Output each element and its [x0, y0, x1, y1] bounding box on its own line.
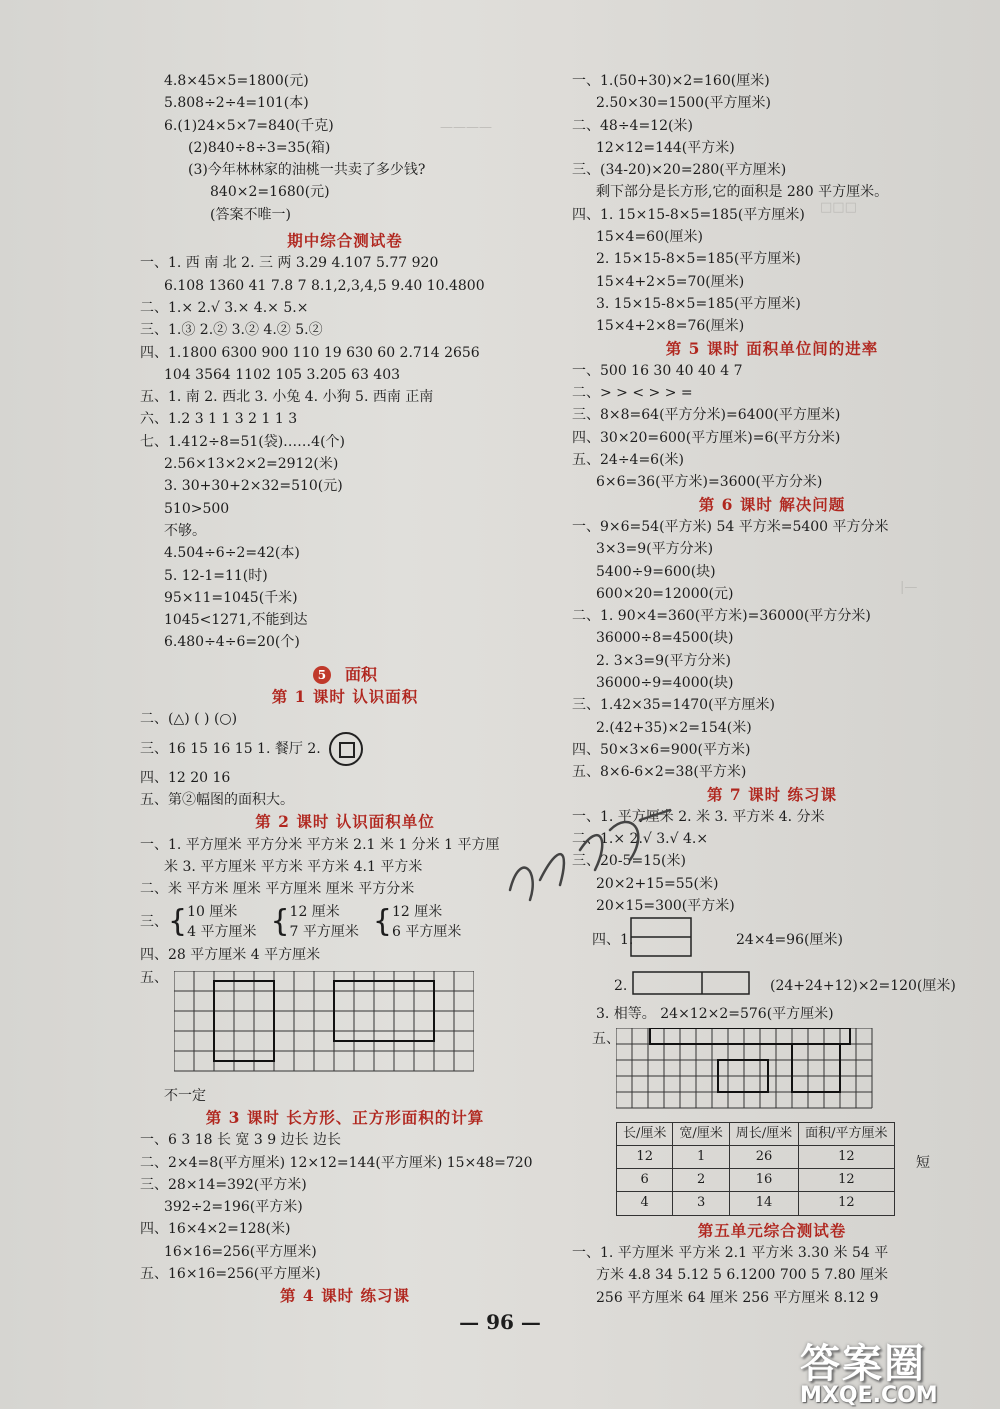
- q4-1-row: [572, 917, 972, 961]
- answer-line: 2. 3×3=9(平方分米): [596, 652, 731, 669]
- right-column: [572, 70, 972, 1309]
- answer-line: 20×15=300(平方米): [596, 897, 735, 914]
- grid-figure-left: [174, 971, 474, 1081]
- answer-line: 510>500: [164, 500, 230, 517]
- answer-line: 三、1.③ 2.② 3.② 4.② 5.②: [140, 322, 323, 339]
- answer-line: 一、9×6=54(平方米) 54 平方米=5400 平方分米: [572, 518, 889, 535]
- answer-line: 四、50×3×6=900(平方米): [572, 741, 751, 758]
- answer-line: 不够。: [164, 522, 206, 539]
- q4-3-line: 3. 相等。 24×12×2=576(平方厘米): [596, 1006, 834, 1023]
- brace-item: 10 厘米: [187, 904, 238, 921]
- lesson5-title: 第 5 课时 面积单位间的进率: [665, 338, 879, 358]
- answer-line: 600×20=12000(元): [596, 585, 734, 602]
- answer-line: 四、1. 15×15-8×5=185(平方厘米): [572, 206, 805, 223]
- answer-line: 五、24÷4=6(米): [572, 452, 685, 469]
- lesson4-title: 第 4 课时 练习课: [280, 1286, 410, 1306]
- answer-line: 16×16=256(平方厘米): [164, 1243, 317, 1260]
- answer-line: 二、> > < > > =: [572, 385, 693, 402]
- q4-2-row: [572, 969, 972, 1003]
- answer-line: 1045<1271,不能到达: [164, 612, 308, 629]
- left-top-answers: [140, 70, 550, 226]
- q4-2-answer: (24+24+12)×2=120(厘米): [770, 978, 956, 995]
- answer-line: 6×6=36(平方米)=3600(平方分米): [596, 474, 823, 491]
- brace-symbol: {: [168, 904, 188, 940]
- lesson7-title: 第 7 课时 练习课: [707, 784, 837, 804]
- answer-line: 12×12=144(平方米): [596, 139, 735, 156]
- answer-line: 五、1. 南 2. 西北 3. 小兔 4. 小狗 5. 西南 正南: [140, 389, 434, 406]
- handwritten-scribble: [500, 790, 680, 910]
- lesson2-after-grid: 不一定: [164, 1087, 206, 1104]
- grid-figure-right: [616, 1028, 886, 1118]
- lesson6-answers: [572, 516, 972, 784]
- brace-group: [290, 902, 359, 942]
- answer-line: 二、1.× 2.√ 3.× 4.× 5.×: [140, 299, 309, 316]
- answer-line: 2.50×30=1500(平方厘米): [596, 95, 771, 112]
- answer-line: (答案不唯一): [210, 206, 291, 223]
- answer-line: 6.(1)24×5×7=840(千克): [164, 117, 334, 134]
- q4-1-answer: 24×4=96(厘米): [736, 932, 843, 949]
- answer-line: 六、1.2 3 1 1 3 2 1 1 3: [140, 411, 298, 428]
- dimension-table: [616, 1122, 895, 1216]
- grid-label: 五、: [140, 969, 168, 986]
- answer-line: 392÷2=196(平方米): [164, 1199, 303, 1216]
- table-cell: 14: [729, 1192, 798, 1215]
- watermark-url: MXQE.COM: [800, 1383, 938, 1408]
- answer-line: 二、48÷4=12(米): [572, 117, 693, 134]
- unit5-answers: [572, 1242, 972, 1309]
- answer-line: (2)840÷8÷3=35(箱): [188, 139, 331, 156]
- answer-line: 二、(△) ( ) (○): [140, 711, 238, 728]
- lesson2-line4: 四、28 平方厘米 4 平方厘米: [140, 947, 321, 964]
- answer-line: 2. 15×15-8×5=185(平方厘米): [596, 251, 801, 268]
- answer-line: 二、2×4=8(平方厘米) 12×12=144(平方厘米) 15×48=720: [140, 1154, 533, 1171]
- brace-group: [392, 902, 461, 942]
- brace-item: 4 平方厘米: [187, 924, 257, 941]
- answer-line: 七、1.412÷8=51(袋)……4(个): [140, 433, 346, 450]
- table-row: [617, 1145, 895, 1168]
- answer-line: 4.504÷6÷2=42(本): [164, 545, 300, 562]
- answer-line: 二、米 平方米 厘米 平方厘米 厘米 平方分米: [140, 881, 415, 898]
- answer-line: 104 3564 1102 105 3.205 63 403: [164, 366, 401, 383]
- answer-line: 36000÷8=4500(块): [596, 630, 734, 647]
- answer-page: ———— □□□ |— 4.8×45×5=1800(元) 5.808÷2÷4=101(本) 6.(1)24×5×7=840(千克) (2)840÷8÷3=35(箱) (3)今年林林家的油桃一共卖了多少钱? 840×2=1680(元) (答案不唯一) 期中综合测试卷 一、1. 西 南 北 2. 三 两 3.29 4.107 5.77 920 6.108 1360 41 7.8 7 8.1,2,3,4,5 9.40 10.4800 二、1.× 2.√ 3.× 4.× 5.× 三、1.③ 2.② 3.② 4.② 5.② 四、1.1800 6300 900 110 19 630 60 2.714 2656 104 3564 1102 105 3.205 63 403 五、1. 南 2. 西北 3. 小兔 4. 小狗 5. 西南 正南 六、1.2 3 1 1 3 2 1 1 3 七、1.412÷8=51(袋)……4(个) 2.56×13×2×2=2912(米) 3. 30+30+2×32=510(元) 510>500 不够。 4.504÷6÷2=42(本) 5. 12-1=11(时) 95×11=1045(千米) 1045<1271,不能到达 6.480÷4÷6=20(个) 5 面积 第 1 课时 认识面积 二、(△) ( ) (○) 三、16 15 16 15 1. 餐厅 2. 四、12 20 16 五、第②幅图的面积大。 第 2 课时 认识面积单位 一、1. 平方厘米 平方分米 平方米 2.1 米 1 分米 1 平方厘 米 3. 平方厘米 平方米 平方米 4.1 平方米 二、米 平方米 厘米 平方厘米 厘米 平方分米 三、{ 10 厘米 4 平方厘米 { 12 厘米 7 平方厘米 { 12 厘米 6 平方厘米 四、28 平方厘米 4 平方厘米 五、 不一定 第 3 课时 长方形、正方形面积的计算 一、6 3 18 长 宽 3 9 边长 边长 二、2×4=8(平方厘米) 12×12=144(平方厘米) 15×48=720 三、28×14=392(平方米) 392÷2=196(平方米) 四、16×4×2=128(米) 16×16=256(平方厘米) 五、16×16=256(平方厘米) 第 4 课时 练习课 一、1.(50+30)×2=160(厘米) 2.50×30=1500(平方厘米) 二、48÷4=12(米) 12×12=144(平方米) 三、(34-20)×20=280(平方厘米) 剩下部分是长方形,它的面积是 280 平方厘米。 四、1. 15×15-8×5=185(平方厘米) 15×4=60(厘米) 2. 15×15-8×5=185(平方厘米) 15×4+2×5=70(厘米) 3. 15×15-8×5=185(平方厘米) 15×4+2×8=76(厘米) 第 5 课时 面积单位间的进率 一、500 16 30 40 40 4 7 二、> > < > > = 三、8×8=64(平方分米)=6400(平方厘米) 四、30×20=600(平方厘米)=6(平方分米) 五、24÷4=6(米) 6×6=36(平方米)=3600(平方分米) 第 6 课时 解决问题 一、9×6=54(平方米) 54 平方米=5400 平方分米 3×3=9(平方分米) 5400÷9=600(块) 600×20=12000(元) 二、1. 90×4=360(平方米)=36000(平方分米) 36000÷8=4500(块) 2. 3×3=9(平方分米) 36000÷9=4000(块) 三、1.42×35=1470(平方厘米) 2.(42+35)×2=154(米) 四、50×3×6=900(平方米) 五、8×6-6×2=38(平方米) 第 7 课时 练习课 一、1. 平方厘米 2. 米 3. 平方米 4. 分米 二、1.× 2.√ 3.√ 4.× 三、20-5=15(米) 20×2+15=55(米) 20×15=300(平方米) 四、1. 24×4=96(厘米) 2. (24+24+12)×2=120(厘米) 3. 相等。 24×12×2=576(平方厘米) 五、 长/厘米 宽/厘米 周长/厘米 面积/平方厘米 12 1 26 12 6 2 16 12 4 3 14 12 短 第五单元综合测试卷 一、1. 平方厘米 平方米 2.1 平方米 3.30 米 54 平 方米 4.8 34 5.12 5 6.1200 700 5 7.80 厘米 256 平方厘米 64 厘米 256 平方厘米 8.12 9 — 96 — 答案圈 MXQE.COM: [0, 0, 1000, 1409]
- watermark: [800, 1332, 980, 1408]
- right-top-answers: [572, 70, 972, 338]
- chapter-title: 面积: [344, 664, 377, 684]
- answer-line: 四、12 20 16: [140, 769, 231, 786]
- table-cell: 1: [673, 1145, 729, 1168]
- answer-line: 6.108 1360 41 7.8 7 8.1,2,3,4,5 9.40 10.4800: [164, 277, 485, 294]
- midterm-answers: [140, 252, 550, 653]
- lesson2-answers: [140, 834, 550, 901]
- table-cell: 4: [617, 1192, 673, 1215]
- table-side-note: 短: [916, 1154, 930, 1171]
- answer-line: (3)今年林林家的油桃一共卖了多少钱?: [188, 162, 426, 179]
- lesson6-title: 第 6 课时 解决问题: [698, 494, 846, 514]
- rectangle-figure-2: [632, 971, 752, 997]
- midterm-title: 期中综合测试卷: [287, 231, 403, 251]
- table-cell: 2: [673, 1169, 729, 1192]
- table-header-cell: 面积/平方厘米: [799, 1122, 894, 1145]
- brace-symbol: {: [270, 904, 290, 940]
- answer-line: 方米 4.8 34 5.12 5 6.1200 700 5 7.80 厘米: [596, 1267, 888, 1284]
- answer-line: 15×4+2×5=70(厘米): [596, 273, 745, 290]
- lesson3-title: 第 3 课时 长方形、正方形面积的计算: [205, 1107, 485, 1127]
- brace-symbol: {: [372, 904, 392, 940]
- table-block: [572, 1122, 972, 1216]
- answer-line: 5.808÷2÷4=101(本): [164, 95, 309, 112]
- table-header-cell: 周长/厘米: [729, 1122, 798, 1145]
- unit5-title: 第五单元综合测试卷: [697, 1220, 847, 1240]
- answer-line: 一、1. 平方厘米 2. 米 3. 平方米 4. 分米: [572, 808, 825, 825]
- answer-line: 二、1. 90×4=360(平方米)=36000(平方分米): [572, 608, 871, 625]
- brace-group: [187, 902, 256, 942]
- q4-label: 四、1.: [592, 932, 634, 949]
- answer-line: 三、1.42×35=1470(平方厘米): [572, 697, 775, 714]
- table-cell: 12: [799, 1192, 894, 1215]
- answer-line: 五、第②幅图的面积大。: [140, 791, 294, 808]
- answer-line: 20×2+15=55(米): [596, 875, 719, 892]
- table-cell: 16: [729, 1169, 798, 1192]
- chapter-heading: [140, 664, 550, 686]
- answer-line: 三、28×14=392(平方米): [140, 1176, 307, 1193]
- answer-line: 6.480÷4÷6=20(个): [164, 634, 300, 651]
- table-row: [617, 1169, 895, 1192]
- answer-line: 二、1.× 2.√ 3.√ 4.×: [572, 831, 709, 848]
- answer-line: 3×3=9(平方分米): [596, 541, 714, 558]
- table-cell: 26: [729, 1145, 798, 1168]
- answer-line: 四、1.1800 6300 900 110 19 630 60 2.714 2656: [140, 344, 480, 361]
- answer-line: 剩下部分是长方形,它的面积是 280 平方厘米。: [596, 184, 889, 201]
- answer-line: 四、30×20=600(平方厘米)=6(平方分米): [572, 429, 841, 446]
- answer-line: 三、16 15 16 15 1. 餐厅 2.: [140, 731, 550, 767]
- brace-item: 12 厘米: [392, 904, 443, 921]
- table-header-cell: 长/厘米: [617, 1122, 673, 1145]
- answer-line: 三、20-5=15(米): [572, 853, 686, 870]
- answer-line: 一、1. 西 南 北 2. 三 两 3.29 4.107 5.77 920: [140, 255, 439, 272]
- answer-line: 15×4+2×8=76(厘米): [596, 318, 745, 335]
- answer-line: 四、16×4×2=128(米): [140, 1221, 291, 1238]
- brace-item: 7 平方厘米: [289, 924, 359, 941]
- right-grid-label: 五、: [592, 1030, 620, 1047]
- page-number: — 96 —: [459, 1310, 541, 1334]
- right-grid-block: [572, 1026, 972, 1122]
- answer-line: 36000÷9=4000(块): [596, 675, 734, 692]
- answer-line: 15×4=60(厘米): [596, 229, 703, 246]
- answer-line: 3. 30+30+2×32=510(元): [164, 478, 343, 495]
- watermark-logo: 答案圈: [800, 1341, 926, 1387]
- lesson1-answers: [140, 708, 550, 811]
- answer-line: 五、8×6-6×2=38(平方米): [572, 764, 747, 781]
- answer-line: 一、500 16 30 40 40 4 7: [572, 362, 743, 379]
- square-in-circle-icon: [329, 732, 363, 766]
- brace-item: 6 平方厘米: [392, 924, 462, 941]
- answer-line: 三、(34-20)×20=280(平方厘米): [572, 162, 787, 179]
- answer-line: 3. 15×15-8×5=185(平方厘米): [596, 295, 801, 312]
- table-header-cell: 宽/厘米: [673, 1122, 729, 1145]
- answer-line: 4.8×45×5=1800(元): [164, 73, 309, 89]
- lesson1-title: 第 1 课时 认识面积: [271, 687, 419, 707]
- lesson2-grid-block: [140, 967, 550, 1085]
- rectangle-figure-1: [630, 917, 694, 959]
- answer-line: 256 平方厘米 64 厘米 256 平方厘米 8.12 9: [596, 1289, 879, 1306]
- table-row: [617, 1192, 895, 1215]
- table-cell: 12: [799, 1169, 894, 1192]
- lesson5-answers: [572, 360, 972, 494]
- answer-line: 一、1. 平方厘米 平方米 2.1 平方米 3.30 米 54 平: [572, 1245, 889, 1262]
- answer-line: 三、8×8=64(平方分米)=6400(平方厘米): [572, 407, 841, 424]
- table-cell: 6: [617, 1169, 673, 1192]
- answer-line: 2.56×13×2×2=2912(米): [164, 456, 339, 473]
- chapter-number-badge: 5: [313, 666, 331, 684]
- left-column: [140, 70, 550, 1308]
- lesson2-brace-row: [140, 902, 550, 942]
- brace-prefix: 三、: [140, 914, 168, 931]
- answer-line: 5. 12-1=11(时): [164, 567, 268, 584]
- answer-line: 95×11=1045(千米): [164, 589, 298, 606]
- lesson2-title: 第 2 课时 认识面积单位: [255, 812, 435, 832]
- table-cell: 12: [799, 1145, 894, 1168]
- answer-line: 一、1.(50+30)×2=160(厘米): [572, 73, 770, 89]
- brace-item: 12 厘米: [289, 904, 340, 921]
- answer-line: 5400÷9=600(块): [596, 563, 716, 580]
- lesson3-answers: [140, 1129, 550, 1285]
- answer-line: 五、16×16=256(平方厘米): [140, 1266, 321, 1283]
- q4-2-label: 2.: [614, 978, 628, 995]
- answer-line: 840×2=1680(元): [210, 184, 330, 201]
- answer-line: 一、1. 平方厘米 平方分米 平方米 2.1 米 1 分米 1 平方厘: [140, 836, 500, 853]
- table-cell: 3: [673, 1192, 729, 1215]
- answer-line: 一、6 3 18 长 宽 3 9 边长 边长: [140, 1132, 342, 1149]
- answer-line: 米 3. 平方厘米 平方米 平方米 4.1 平方米: [164, 858, 423, 875]
- answer-line: 2.(42+35)×2=154(米): [596, 719, 752, 736]
- table-cell: 12: [617, 1145, 673, 1168]
